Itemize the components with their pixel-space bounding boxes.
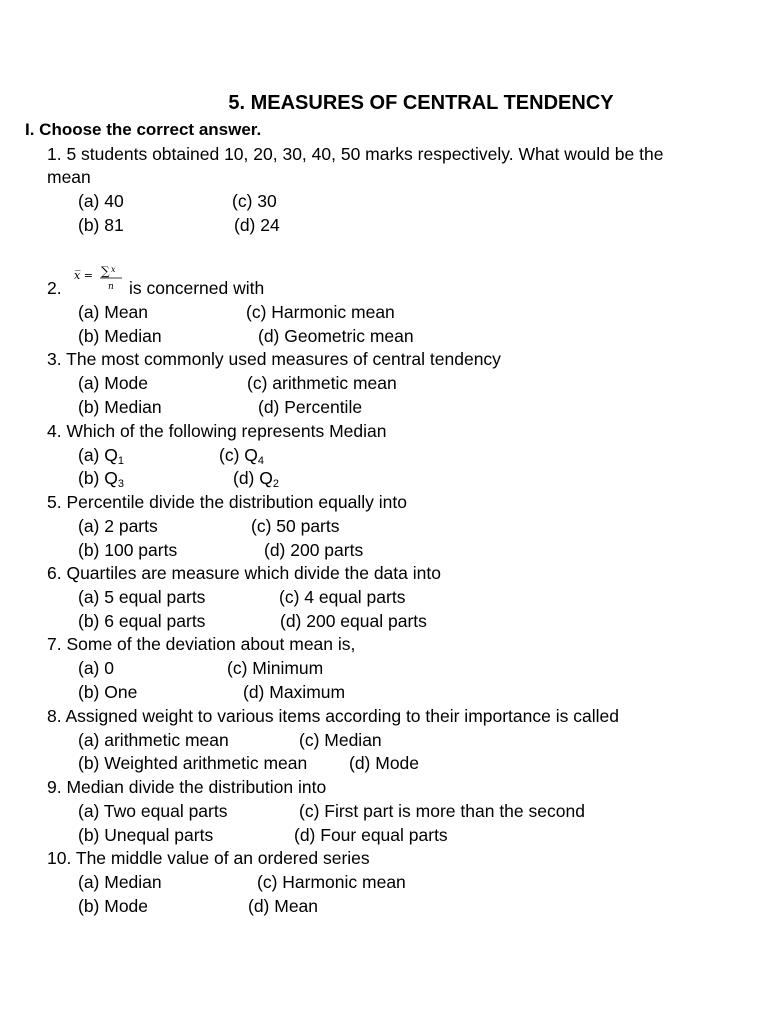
- question-7-option-b: (b) One: [78, 682, 138, 702]
- question-6-option-d: (d) 200 equal parts: [280, 611, 427, 631]
- question-6-text: 6. Quartiles are measure which divide the data into: [47, 563, 441, 583]
- question-9-option-c: (c) First part is more than the second: [299, 801, 585, 821]
- question-2-option-c: (c) Harmonic mean: [246, 302, 395, 322]
- question-2-option-a: (a) Mean: [78, 302, 149, 322]
- mean-formula: [72, 262, 128, 292]
- question-1-option-d: (d) 24: [234, 215, 280, 235]
- question-3-option-a: (a) Mode: [78, 373, 149, 393]
- question-3-option-b: (b) Median: [78, 397, 162, 417]
- question-6-option-a: (a) 5 equal parts: [78, 587, 206, 607]
- question-1-option-c: (c) 30: [232, 191, 277, 211]
- question-5-option-c: (c) 50 parts: [251, 516, 340, 536]
- question-5-text: 5. Percentile divide the distribution equally into: [47, 492, 407, 512]
- section-heading: I. Choose the correct answer.: [25, 120, 262, 139]
- question-3-text: 3. The most commonly used measures of central tendency: [47, 349, 501, 369]
- question-4-option-b-subscript: 3: [117, 478, 124, 490]
- question-8-option-c: (c) Median: [299, 730, 382, 750]
- question-4-option-b-label: (b) Q: [78, 468, 118, 488]
- question-7-option-c: (c) Minimum: [227, 658, 324, 678]
- question-9-option-d: (d) Four equal parts: [294, 825, 448, 845]
- question-10-option-a: (a) Median: [78, 872, 162, 892]
- question-6-option-c: (c) 4 equal parts: [279, 587, 406, 607]
- question-10-option-d: (d) Mean: [248, 896, 319, 916]
- question-2-option-b: (b) Median: [78, 326, 162, 346]
- question-8-option-b: (b) Weighted arithmetic mean: [78, 753, 308, 773]
- question-7-text: 7. Some of the deviation about mean is,: [47, 634, 356, 654]
- question-1-option-a: (a) 40: [78, 191, 124, 211]
- question-8-text: 8. Assigned weight to various items according to their importance is called: [47, 706, 619, 726]
- question-4-option-a-subscript: 1: [117, 455, 124, 467]
- question-7-option-d: (d) Maximum: [243, 682, 346, 702]
- question-6-option-b: (b) 6 equal parts: [78, 611, 206, 631]
- question-10-option-c: (c) Harmonic mean: [257, 872, 406, 892]
- question-4-option-d-subscript: 2: [272, 478, 279, 490]
- question-5-option-a: (a) 2 parts: [78, 516, 158, 536]
- question-4-option-c-label: (c) Q: [219, 445, 258, 465]
- question-4-option-a-label: (a) Q: [78, 445, 118, 465]
- question-2-text: is concerned with: [129, 278, 265, 298]
- formula-lhs: x̅ =: [74, 269, 93, 282]
- question-10-option-b: (b) Mode: [78, 896, 149, 916]
- formula-sigma: ∑: [101, 264, 110, 278]
- question-5-option-d: (d) 200 parts: [264, 540, 364, 560]
- question-9-option-b: (b) Unequal parts: [78, 825, 214, 845]
- question-8-option-a: (a) arithmetic mean: [78, 730, 229, 750]
- question-1-option-b: (b) 81: [78, 215, 124, 235]
- question-9-text: 9. Median divide the distribution into: [47, 777, 327, 797]
- mean-formula-graphic: [72, 262, 128, 292]
- question-7-option-a: (a) 0: [78, 658, 114, 678]
- document-title: 5. MEASURES OF CENTRAL TENDENCY: [228, 92, 614, 114]
- question-2-number: 2.: [47, 278, 62, 298]
- question-9-option-a: (a) Two equal parts: [78, 801, 228, 821]
- question-1-text-cont: mean: [47, 167, 91, 187]
- formula-denominator: n: [108, 282, 114, 292]
- formula-numerator: x: [111, 265, 116, 274]
- question-4-option-d-label: (d) Q: [233, 468, 273, 488]
- question-3-option-d: (d) Percentile: [258, 397, 363, 417]
- question-10-text: 10. The middle value of an ordered series: [47, 848, 370, 868]
- question-2-option-d: (d) Geometric mean: [258, 326, 414, 346]
- question-1-text: 1. 5 students obtained 10, 20, 30, 40, 50 marks respectively. What would be the: [47, 144, 664, 164]
- question-5-option-b: (b) 100 parts: [78, 540, 178, 560]
- question-8-option-d: (d) Mode: [349, 753, 420, 773]
- question-4-option-c-subscript: 4: [257, 455, 265, 467]
- question-3-option-c: (c) arithmetic mean: [247, 373, 397, 393]
- question-4-text: 4. Which of the following represents Median: [47, 421, 387, 441]
